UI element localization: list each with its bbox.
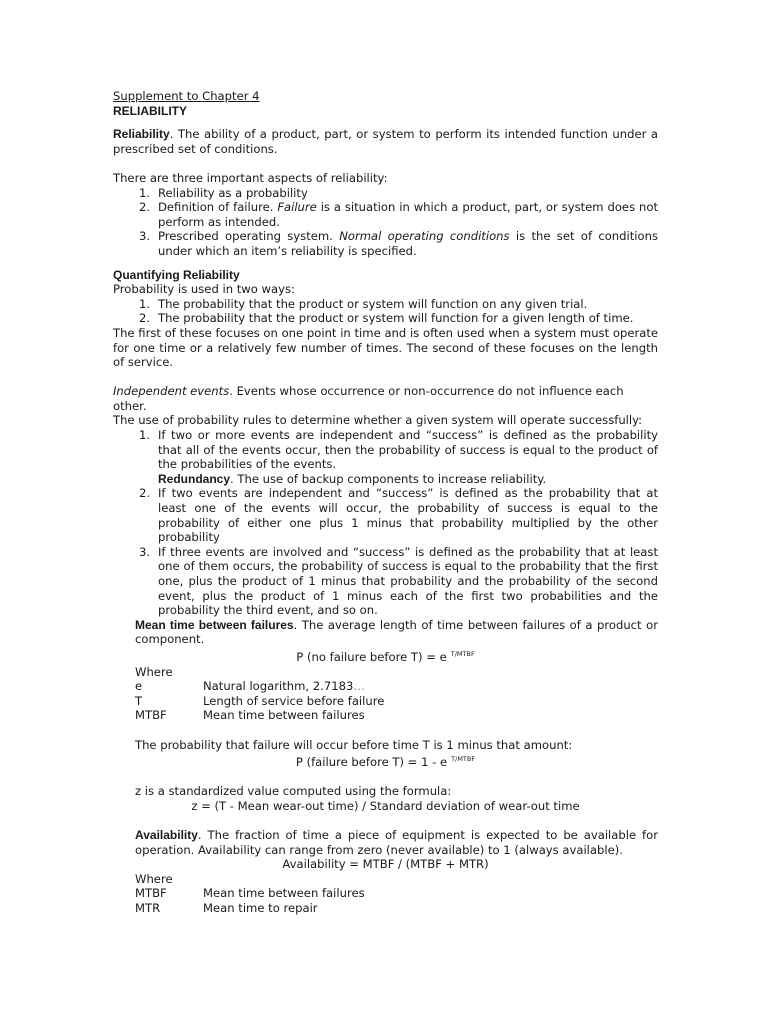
availability-definitions <box>113 886 658 915</box>
list-item: 1. If two or more events are independent and “success” is defined as the probability that all of the events occur, then the probability of success is equal to the product of the probabilities of the events. <box>138 428 658 472</box>
availability-term: Availability <box>135 828 198 843</box>
list-item: 1. The probability that the product or system will function on any given trial. <box>138 296 588 311</box>
document-page <box>113 89 658 916</box>
definition-row: e Natural logarithm, 2.7183… <box>135 679 365 694</box>
independent-events-definition: Independent events. Events whose occurrence or non-occurrence do not influence each other. <box>113 384 624 413</box>
list-item: 3. If three events are involved and “success” is defined as the probability that at least one of them occurs, the probability of success is equal to the probability that the first one, plus the product of 1 minus that probability and the probability of the second event, plus the product of 1 minus each of the first two probabilities and the probability the third event, and so on. <box>138 544 658 618</box>
availability-formula: Availability = MTBF / (MTBF + MTR) <box>282 857 489 872</box>
z-formula: z = (T - Mean wear-out time) / Standard deviation of wear-out time <box>191 798 580 813</box>
document-title: RELIABILITY <box>113 103 187 118</box>
availability-definition: Availability. The fraction of time a piece of equipment is expected to be available for operation. Availability can range from zero (never available) to 1 (always available). <box>135 828 658 857</box>
redundancy-definition: Redundancy. The use of backup components to increase reliability. <box>158 471 547 486</box>
z-text: z is a standardized value computed using the formula: <box>135 784 452 799</box>
quantifying-note: The first of these focuses on one point in time and is often used when a system must operate for one time or a relatively few number of times. The second of these focuses on the length of service. <box>113 325 658 370</box>
list-item: 1. Reliability as a probability <box>138 185 308 200</box>
definition-row: MTR Mean time to repair <box>135 901 318 916</box>
independent-events-term: Independent events <box>113 384 230 399</box>
definition-row: T Length of service before failure <box>135 693 385 708</box>
independent-events-intro: The use of probability rules to determine whether a given system will operate successfully: <box>113 413 643 428</box>
supplement-label: Supplement to Chapter 4 <box>113 89 260 103</box>
quantifying-list <box>113 297 658 326</box>
reliability-definition <box>113 127 658 156</box>
mtbf-where: Where <box>135 664 173 679</box>
mtbf-definitions <box>113 679 658 723</box>
definition-row: MTBF Mean time between failures <box>135 708 365 723</box>
availability-where: Where <box>135 871 173 886</box>
list-item: 3. Prescribed operating system. Normal operating conditions is the set of conditions under which an item’s reliability is specified. <box>138 229 658 258</box>
definition-row: MTBF Mean time between failures <box>135 886 365 901</box>
mtbf-term: Mean time between failures <box>135 617 294 632</box>
quantifying-heading: Quantifying Reliability <box>113 267 240 282</box>
quantifying-intro: Probability is used in two ways: <box>113 282 295 297</box>
failure-formula: P (failure before T) = 1 - e $^{T/MTBF}$ <box>295 755 476 770</box>
probability-rules-list <box>113 428 658 472</box>
mtbf-formula: P (no failure before T) = e $^{T/MTBF}$ <box>296 649 475 664</box>
aspects-intro: There are three important aspects of reliability: <box>113 170 388 185</box>
list-item: 2. If two events are independent and “success” is defined as the probability that at least one of the events will occur, the probability of success is equal to the probability of either one plus 1 minus that probability multiplied by the other probability <box>138 486 658 545</box>
reliability-term: Reliability <box>113 127 170 142</box>
reliability-text: . The ability of a product, part, or system to perform its intended function under a prescribed set of conditions. <box>113 127 658 156</box>
mtbf-definition: Mean time between failures. The average length of time between failures of a product or component. <box>135 617 658 647</box>
list-item: 2. Definition of failure. Failure is a situation in which a product, part, or system does not perform as intended. <box>138 200 658 229</box>
aspects-list <box>113 186 658 259</box>
list-item: 2. The probability that the product or system will function for a given length of time. <box>138 311 634 326</box>
failure-probability-text: The probability that failure will occur before time T is 1 minus that amount: <box>135 737 573 752</box>
redundancy-term: Redundancy <box>158 471 231 486</box>
